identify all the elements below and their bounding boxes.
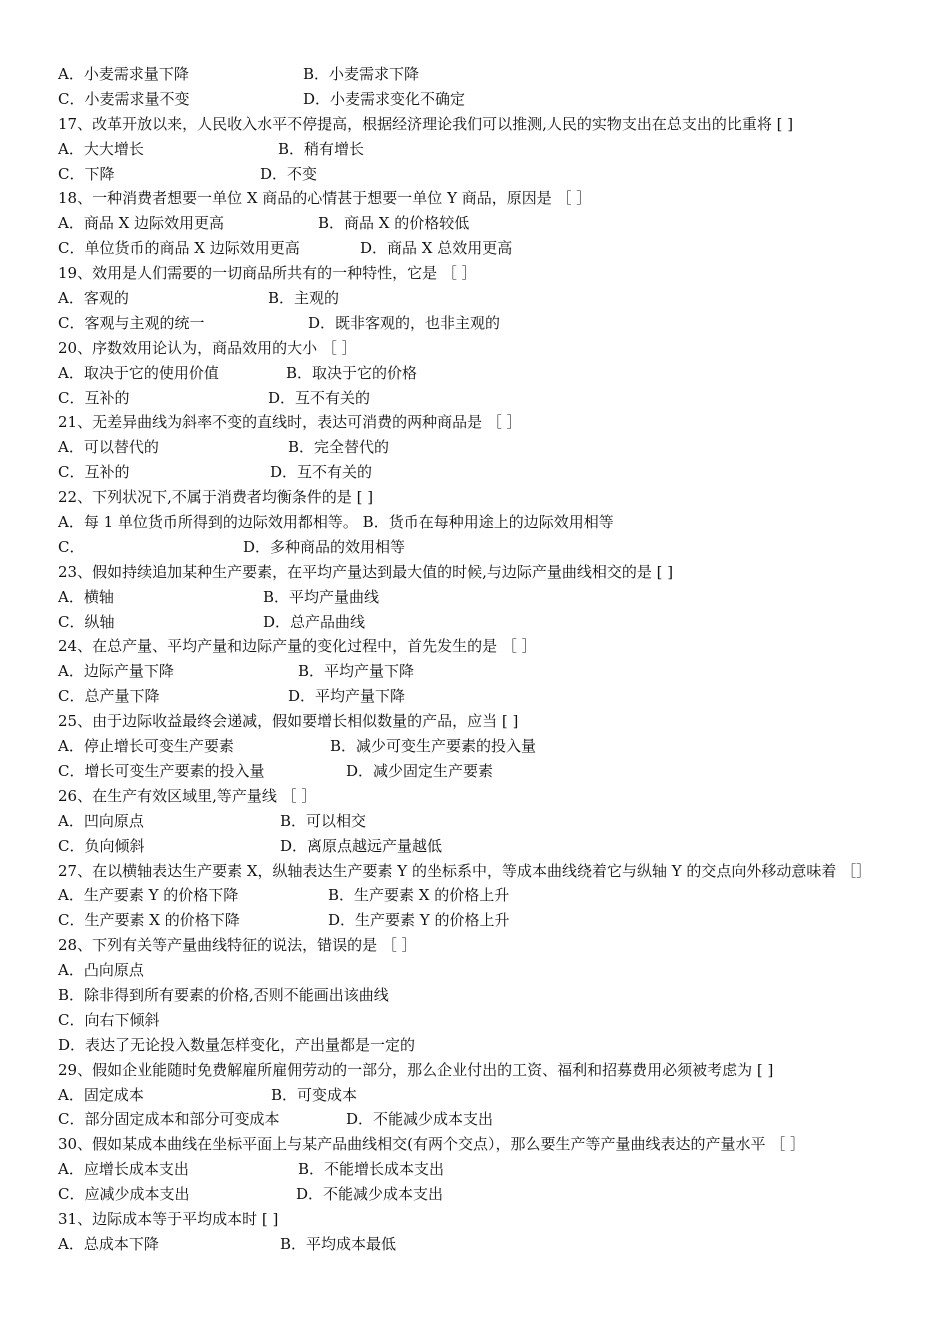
option-left: B．除非得到所有要素的价格,否则不能画出该曲线 [58,985,389,1004]
option-right: B．主观的 [268,289,340,308]
option-row [58,386,898,411]
option-right: B．生产要素 X 的价格上升 [328,886,510,905]
option-row [58,1008,898,1033]
option-row [58,311,898,336]
option-row [58,510,898,535]
question-stem: 22、下列状况下,不属于消费者均衡条件的是 [ ] [58,488,374,507]
option-left: A．停止增长可变生产要素 [58,737,234,756]
option-row [58,610,898,635]
option-left: A．可以替代的 [58,438,159,457]
option-left: C．部分固定成本和部分可变成本 [58,1110,280,1129]
option-left: A．商品 X 边际效用更高 [58,214,225,233]
option-row [58,1083,898,1108]
option-row [58,162,898,187]
option-row [58,87,898,112]
option-row [58,1107,898,1132]
option-row [58,883,898,908]
option-left: C．向右下倾斜 [58,1010,160,1029]
option-row [58,809,898,834]
option-row [58,211,898,236]
option-right: D．不变 [260,164,318,183]
option-row [58,286,898,311]
option-left: A．凹向原点 [58,811,144,830]
question-stem: 27、在以横轴表达生产要素 X，纵轴表达生产要素 Y 的坐标系中，等成本曲线绕着它与纵轴 Y 的交点向外移动意味着 ［］ [58,861,872,880]
question-stem: 31、边际成本等于平均成本时 [ ] [58,1209,279,1228]
option-left: D．表达了无论投入数量怎样变化，产出量都是一定的 [58,1035,416,1054]
option-right: D．离原点越远产量越低 [280,836,443,855]
option-row [58,958,898,983]
option-left: C．应减少成本支出 [58,1185,190,1204]
option-right: B．商品 X 的价格较低 [318,214,470,233]
option-left: A．生产要素 Y 的价格下降 [58,886,239,905]
option-left: A．应增长成本支出 [58,1160,189,1179]
option-row [58,1182,898,1207]
option-right: D．商品 X 总效用更高 [360,239,513,258]
option-row [58,236,898,261]
option-right: B．可变成本 [271,1085,358,1104]
option-right: D．平均产量下降 [288,687,406,706]
option-left: C．负向倾斜 [58,836,145,855]
option-row [58,435,898,460]
option-right: D．总产品曲线 [263,612,366,631]
option-right: B．平均产量下降 [298,662,415,681]
option-row [58,535,898,560]
option-right: D．减少固定生产要素 [346,761,494,780]
option-left: C．客观与主观的统一 [58,313,205,332]
option-row [58,1232,898,1257]
option-left: C． [58,537,85,556]
option-row [58,137,898,162]
option-left: A．大大增长 [58,139,144,158]
option-left: A．客观的 [58,289,129,308]
option-row [58,62,898,87]
option-left: A．凸向原点 [58,961,144,980]
option-left: C．总产量下降 [58,687,160,706]
option-row [58,1157,898,1182]
question-stem: 24、在总产量、平均产量和边际产量的变化过程中，首先发生的是 ［ ］ [58,637,537,656]
question-stem: 30、假如某成本曲线在坐标平面上与某产品曲线相交(有两个交点），那么要生产等产量曲线表达的产量水平 ［ ］ [58,1135,805,1154]
option-right: D．生产要素 Y 的价格上升 [328,911,510,930]
option-right: D．互不有关的 [268,388,371,407]
option-right: D．既非客观的，也非主观的 [308,313,501,332]
option-right: B．稍有增长 [278,139,365,158]
option-left: A．取决于它的使用价值 [58,363,219,382]
option-left: C．生产要素 X 的价格下降 [58,911,240,930]
option-left: A．小麦需求量下降 [58,65,189,83]
option-right: B．减少可变生产要素的投入量 [330,737,537,756]
option-left: C．增长可变生产要素的投入量 [58,761,265,780]
option-row [58,1033,898,1058]
option-left: A．每 1 单位货币所得到的边际效用都相等。 B．货币在每种用途上的边际效用相等 [58,513,614,532]
option-right: D．多种商品的效用相等 [243,537,406,556]
option-right: D．互不有关的 [270,463,373,482]
question-stem: 28、下列有关等产量曲线特征的说法，错误的是 ［ ］ [58,936,417,955]
option-right: D．不能减少成本支出 [296,1185,444,1204]
option-row [58,460,898,485]
option-left: C．互补的 [58,463,130,482]
option-left: C．单位货币的商品 X 边际效用更高 [58,239,300,258]
question-stem: 17、改革开放以来，人民收入水平不停提高，根据经济理论我们可以推测,人民的实物支出在总支出的比重将 [ ] [58,114,794,133]
option-right: B．完全替代的 [288,438,390,457]
option-left: A．边际产量下降 [58,662,174,681]
document-body [58,62,898,1257]
option-right: B．小麦需求下降 [303,65,420,83]
option-right: B．不能增长成本支出 [298,1160,445,1179]
question-stem: 20、序数效用论认为，商品效用的大小 ［ ］ [58,338,357,357]
option-right: B．平均产量曲线 [263,587,380,606]
option-row [58,734,898,759]
option-row [58,759,898,784]
question-stem: 23、假如持续追加某种生产要素，在平均产量达到最大值的时候,与边际产量曲线相交的是 [ ] [58,562,674,581]
option-left: C．小麦需求量不变 [58,89,190,108]
option-right: B．平均成本最低 [280,1234,397,1253]
option-right: B．取决于它的价格 [286,363,418,382]
option-left: C．互补的 [58,388,130,407]
option-left: A．固定成本 [58,1085,144,1104]
question-stem: 18、一种消费者想要一单位 X 商品的心情甚于想要一单位 Y 商品，原因是 ［ ］ [58,189,592,208]
option-row [58,983,898,1008]
option-left: A．横轴 [58,587,114,606]
question-stem: 29、假如企业能随时免费解雇所雇佣劳动的一部分，那么企业付出的工资、福利和招募费用必须被考虑为 [ ] [58,1060,774,1079]
option-left: C．下降 [58,164,115,183]
option-row [58,361,898,386]
question-stem: 25、由于边际收益最终会递减，假如要增长相似数量的产品，应当 [ ] [58,712,519,731]
option-right: D．不能减少成本支出 [346,1110,494,1129]
option-right: B．可以相交 [280,811,367,830]
question-stem: 26、在生产有效区域里,等产量线 ［ ］ [58,786,317,805]
option-right: D．小麦需求变化不确定 [303,89,466,108]
option-row [58,908,898,933]
option-row [58,659,898,684]
option-left: C．纵轴 [58,612,115,631]
option-row [58,684,898,709]
option-row [58,585,898,610]
option-row [58,834,898,859]
question-stem: 21、无差异曲线为斜率不变的直线时，表达可消费的两种商品是 ［ ］ [58,413,522,432]
question-stem: 19、效用是人们需要的一切商品所共有的一种特性，它是 ［ ］ [58,264,477,283]
option-left: A．总成本下降 [58,1234,159,1253]
